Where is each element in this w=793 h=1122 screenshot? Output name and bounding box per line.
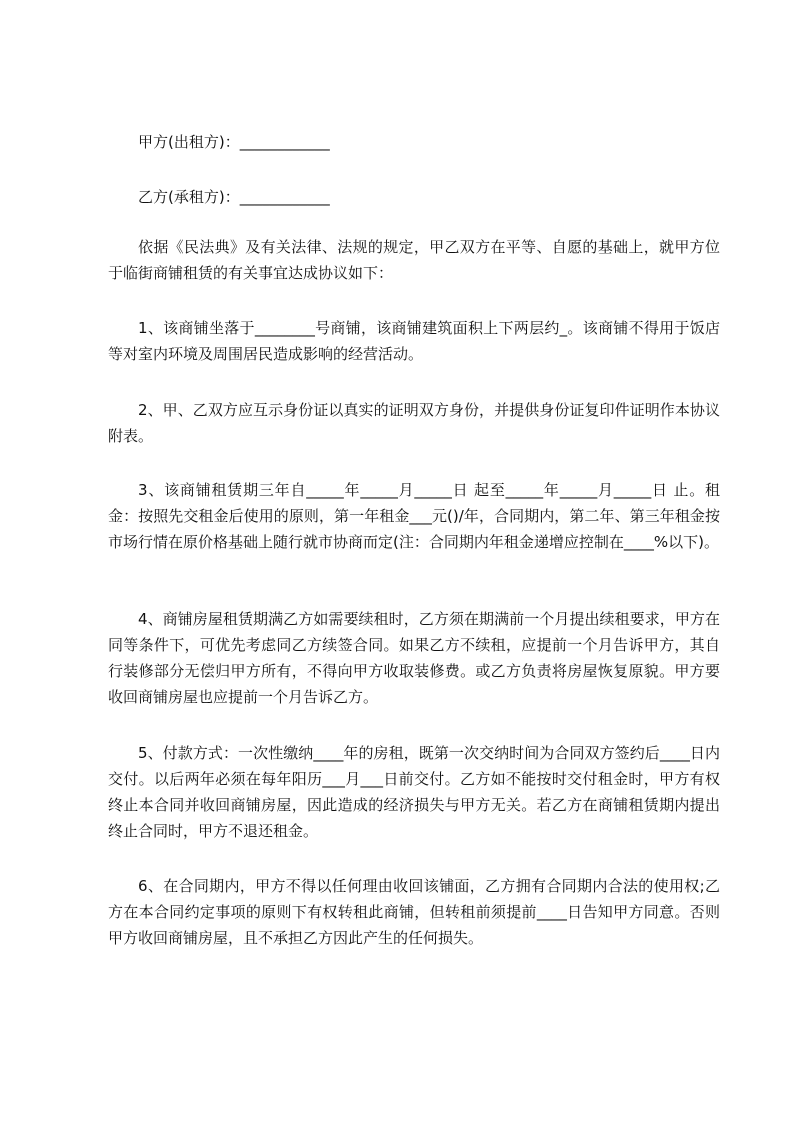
clause-5: 5、付款方式：一次性缴纳____年的房租，既第一次交纳时间为合同双方签约后____日内交付。以后两年必须在每年阳历___月___日前交付。乙方如不能按时交付租金时，甲方有权终止本合同并收回商铺房屋，因此造成的经济损失与甲方无关。若乙方在商铺租赁期内提出终止合同时，甲方不退还租金。: [108, 744, 720, 840]
clause-1: 1、该商铺坐落于________号商铺，该商铺建筑面积上下两层约_。该商铺不得用于饭店等对室内环境及周围居民造成影响的经营活动。: [108, 319, 720, 363]
clause-6: 6、在合同期内，甲方不得以任何理由收回该铺面，乙方拥有合同期内合法的使用权;乙方在本合同约定事项的原则下有权转租此商铺，但转租前须提前____日告知甲方同意。否则甲方收回商铺房屋，且不承担乙方因此产生的任何损失。: [108, 877, 720, 947]
intro-paragraph: 依据《民法典》及有关法律、法规的规定，甲乙双方在平等、自愿的基础上，就甲方位于临街商铺租赁的有关事宜达成协议如下：: [108, 238, 720, 282]
party-a-line: 甲方(出租方)：____________: [138, 133, 330, 151]
clause-3: 3、该商铺租赁期三年自_____年_____月_____日 起至_____年_____月_____日 止。租金：按照先交租金后使用的原则，第一年租金___元()/年，合同期内，第二年、第三年租金按市场行情在原价格基础上随行就市协商而定(注：合同期内年租金递增应控制在____%以下)。: [108, 481, 720, 551]
clause-4: 4、商铺房屋租赁期满乙方如需要续租时，乙方须在期满前一个月提出续租要求，甲方在同等条件下，可优先考虑同乙方续签合同。如果乙方不续租，应提前一个月告诉甲方，其自行装修部分无偿归甲方所有，不得向甲方收取装修费。或乙方负责将房屋恢复原貌。甲方要收回商铺房屋也应提前一个月告诉乙方。: [108, 610, 720, 706]
clause-2: 2、甲、乙双方应互示身份证以真实的证明双方身份，并提供身份证复印件证明作本协议附表。: [108, 401, 720, 445]
party-b-line: 乙方(承租方)：____________: [138, 188, 330, 206]
